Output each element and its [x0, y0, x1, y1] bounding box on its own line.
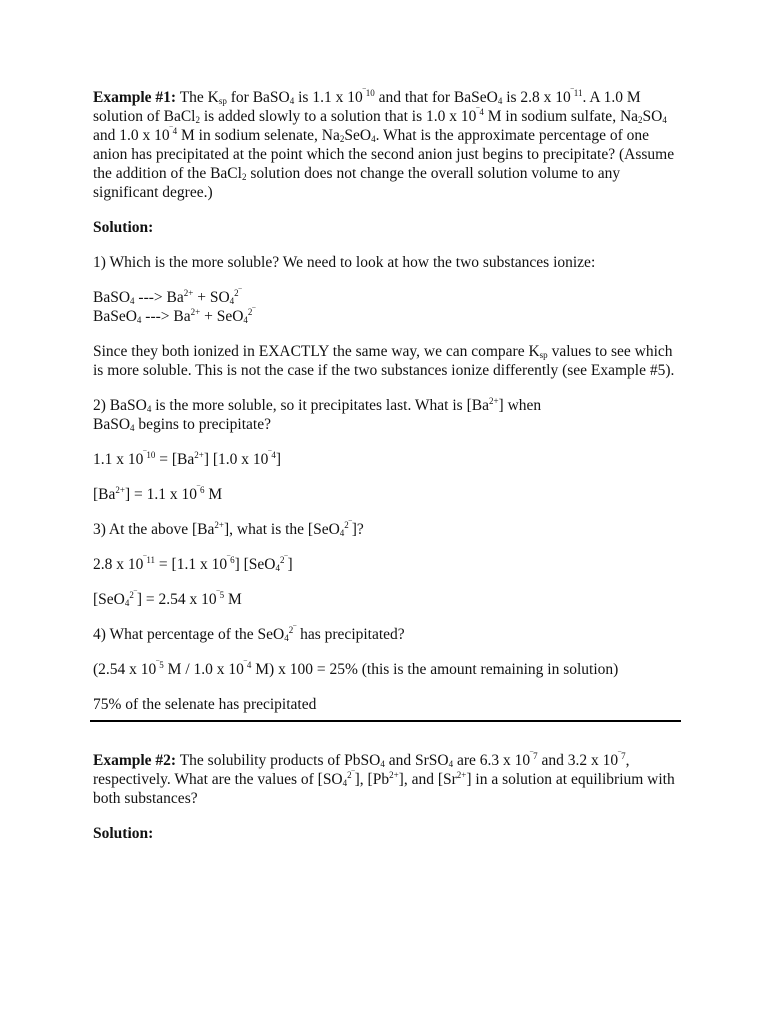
- example-2-label: Example #2:: [93, 752, 177, 769]
- text-run: ---> Ba: [141, 308, 191, 325]
- subscript: 4: [342, 778, 348, 788]
- text-run: and 1.0 x 10: [93, 127, 170, 144]
- superscript: 2+: [194, 450, 204, 460]
- text-run: ] [1.0 x 10: [203, 451, 269, 468]
- subscript: 4: [243, 315, 248, 325]
- text-run: ] when: [498, 397, 542, 414]
- text-run: BaSeO: [93, 308, 137, 325]
- superscript: 2+: [115, 485, 125, 495]
- superscript: 2+: [214, 520, 224, 530]
- superscript: ‾4: [476, 107, 484, 117]
- text-run: begins to precipitate?: [134, 416, 271, 433]
- text-run: ] in a solution at equilibrium with both substances?: [93, 771, 675, 807]
- equation-ksp-baso4: [93, 450, 678, 469]
- subscript: 4: [124, 598, 130, 608]
- section-divider: [90, 720, 681, 722]
- text-run: SeO: [344, 127, 372, 144]
- subscript: 4: [289, 96, 295, 106]
- text-run: BaSO: [93, 416, 131, 433]
- subscript: 4: [497, 96, 503, 106]
- superscript: 2‾: [279, 555, 288, 565]
- subscript: 2: [241, 172, 247, 182]
- text-run: M / 1.0 x 10: [163, 661, 244, 678]
- text-run: , respectively. What are the values of [SO: [93, 752, 630, 788]
- subscript: 2: [638, 115, 643, 125]
- superscript: ‾5: [156, 660, 164, 670]
- subscript: 4: [275, 563, 280, 573]
- text-run: + SeO: [200, 308, 244, 325]
- example-2-problem: [93, 751, 678, 808]
- text-run: (2.54 x 10: [93, 661, 157, 678]
- text-run: ---> Ba: [134, 289, 184, 306]
- text-run: ], and [Sr: [398, 771, 457, 788]
- text-run: for BaSO: [226, 89, 290, 106]
- text-run: and that for BaSeO: [374, 89, 498, 106]
- subscript: 4: [130, 423, 135, 433]
- equation-ba-concentration: [93, 485, 678, 504]
- text-run: = [Ba: [155, 451, 195, 468]
- text-run: ] [SeO: [234, 556, 276, 573]
- superscript: 2‾: [344, 520, 352, 530]
- text-run: The K: [176, 89, 219, 106]
- text-run: M) x 100 = 25% (this is the amount remaining in solution): [251, 661, 619, 678]
- superscript: 2‾: [347, 770, 355, 780]
- superscript: ‾6: [227, 555, 235, 565]
- subscript: sp: [539, 350, 548, 360]
- superscript: ‾11: [143, 555, 156, 565]
- superscript: ‾4: [268, 450, 276, 460]
- subscript: 2: [339, 134, 345, 144]
- subscript: 4: [380, 759, 385, 769]
- text-run: = [1.1 x 10: [155, 556, 228, 573]
- text-run: 4) What percentage of the SeO: [93, 626, 285, 643]
- text-run: 2) BaSO: [93, 397, 147, 414]
- equation-baseo4-ionize: [93, 307, 678, 326]
- superscript: 2+: [183, 288, 194, 298]
- text-run: are 6.3 x 10: [453, 752, 531, 769]
- step-1-explanation: [93, 342, 678, 380]
- superscript: ‾6: [197, 485, 205, 495]
- superscript: ‾7: [618, 751, 626, 761]
- superscript: 2‾: [288, 625, 297, 635]
- superscript: ‾10: [362, 88, 375, 98]
- equation-percentage: [93, 660, 678, 679]
- text-run: solution does not change the overall solution volume to any significant degree.): [93, 165, 621, 201]
- subscript: 2: [195, 115, 200, 125]
- superscript: 2‾: [247, 307, 256, 317]
- superscript: 2‾: [129, 590, 137, 600]
- text-run: values to see which is more soluble. This is not the case if the two substances ionize differently (see Example #5).: [93, 343, 675, 379]
- text-run: [Ba: [93, 486, 116, 503]
- example-1-label: Example #1:: [93, 89, 177, 106]
- equation-baso4-ionize: [93, 288, 678, 307]
- text-run: 1.1 x 10: [93, 451, 144, 468]
- text-run: ] = 2.54 x 10: [136, 591, 217, 608]
- step-5-conclusion: 75% of the selenate has precipitated: [93, 696, 317, 713]
- subscript: 4: [448, 759, 454, 769]
- superscript: 2‾: [234, 288, 242, 298]
- superscript: 2+: [190, 307, 201, 317]
- superscript: ‾11: [570, 88, 583, 98]
- text-run: The solubility products of PbSO: [176, 752, 381, 769]
- text-run: BaSO: [93, 289, 131, 306]
- step-1-text: 1) Which is the more soluble? We need to look at how the two substances ionize:: [93, 254, 596, 271]
- text-run: M in sodium sulfate, Na: [483, 108, 639, 125]
- text-run: M: [204, 486, 223, 503]
- solution-2-heading: Solution:: [93, 825, 154, 842]
- text-run: ], what is the [SeO: [223, 521, 340, 538]
- step-3-text: [93, 520, 678, 539]
- superscript: ‾4: [243, 660, 252, 670]
- step-2-text: [93, 396, 678, 434]
- text-run: ], [Pb: [354, 771, 390, 788]
- superscript: ‾7: [530, 751, 538, 761]
- example-1-problem: [93, 88, 678, 202]
- text-run: has precipitated?: [296, 626, 405, 643]
- text-run: M: [224, 591, 242, 608]
- text-run: + SO: [193, 289, 230, 306]
- equation-ksp-baseo4: [93, 555, 678, 574]
- step-4-text: [93, 625, 678, 644]
- text-run: ]: [275, 451, 282, 468]
- subscript: 4: [284, 633, 289, 643]
- text-run: and SrSO: [384, 752, 449, 769]
- text-run: is 1.1 x 10: [294, 89, 363, 106]
- text-run: ]?: [351, 521, 364, 538]
- text-run: ]: [287, 556, 293, 573]
- text-run: and 3.2 x 10: [537, 752, 619, 769]
- text-run: A 1.0 M solution of BaCl: [93, 89, 641, 125]
- solution-heading: Solution:: [93, 219, 154, 236]
- text-run: is the more soluble, so it precipitates last. What is [Ba: [151, 397, 489, 414]
- subscript: 4: [130, 296, 135, 306]
- text-run: Since they both ionized in EXACTLY the same way, we can compare K: [93, 343, 540, 360]
- text-run: M in sodium selenate, Na: [177, 127, 340, 144]
- superscript: ‾5: [216, 590, 225, 600]
- superscript: ‾10: [143, 450, 156, 460]
- superscript: ‾4: [169, 126, 178, 136]
- superscript: 2+: [456, 770, 467, 780]
- subscript: 4: [146, 404, 152, 414]
- text-run: 2.8 x 10: [93, 556, 144, 573]
- subscript: sp: [218, 96, 227, 106]
- text-run: 3) At the above [Ba: [93, 521, 215, 538]
- text-run: is 2.8 x 10: [502, 89, 571, 106]
- subscript: 4: [371, 134, 376, 144]
- text-run: [SeO: [93, 591, 125, 608]
- text-run: . What is the approximate percentage of one anion has precipitated at the point which the second anion just begins to precipitate? (Assume the addition of the BaCl: [93, 127, 675, 182]
- text-run: .: [582, 89, 587, 106]
- subscript: 4: [229, 296, 235, 306]
- subscript: 4: [339, 528, 345, 538]
- superscript: 2+: [488, 396, 499, 406]
- text-run: is added slowly to a solution that is 1.0 x 10: [199, 108, 477, 125]
- equation-seo4-concentration: [93, 590, 678, 609]
- superscript: 2+: [389, 770, 399, 780]
- subscript: 4: [662, 115, 667, 125]
- document-content: [93, 88, 678, 859]
- subscript: 4: [136, 315, 142, 325]
- text-run: ] = 1.1 x 10: [124, 486, 197, 503]
- text-run: SO: [642, 108, 663, 125]
